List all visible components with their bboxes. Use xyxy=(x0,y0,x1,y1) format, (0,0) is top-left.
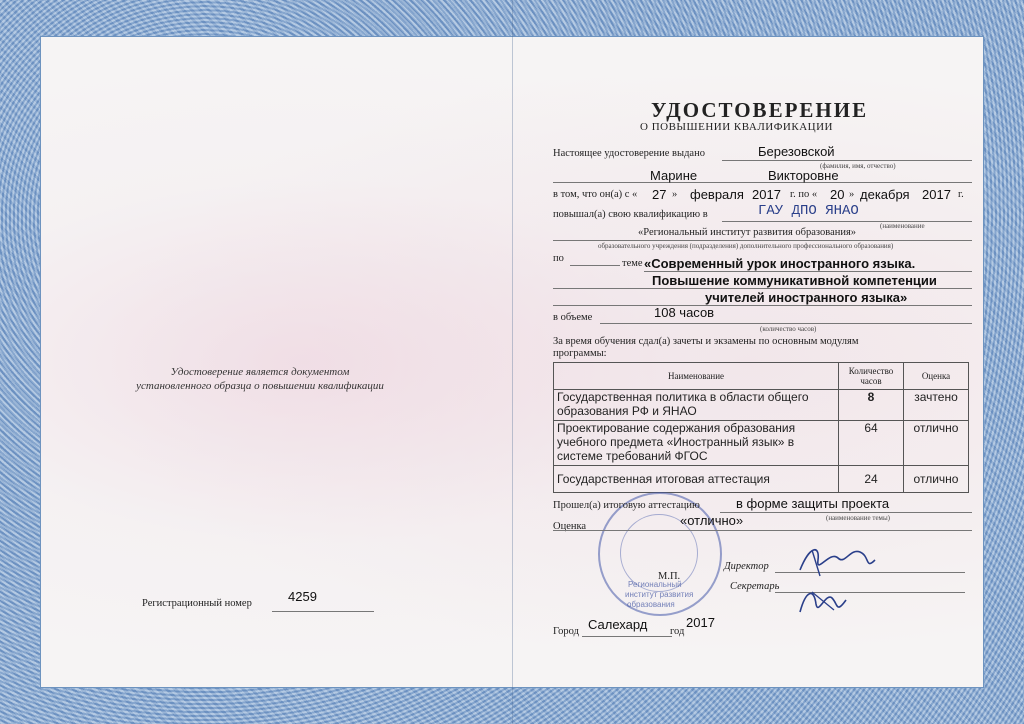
program-line3-rule xyxy=(553,305,972,306)
module-grade: зачтено xyxy=(904,390,969,421)
period-end-mid: » xyxy=(849,189,855,200)
attestation-label: Прошел(а) итоговую аттестацию xyxy=(553,500,700,511)
issued-to-line xyxy=(722,160,972,161)
table-row xyxy=(554,390,969,421)
period-prefix: в том, что он(а) с « xyxy=(553,189,638,200)
module-name: Проектирование содержания образования учебного предмета «Иностранный язык» в системе требований ФГОС xyxy=(554,421,839,466)
period-end-year: 2017 xyxy=(922,187,951,202)
institution-full-line xyxy=(553,240,972,241)
recipient-surname: Березовской xyxy=(758,144,835,159)
seal-text-line3: образования xyxy=(627,600,675,609)
program-title-line2: Повышение коммуникативной компетенции xyxy=(652,273,937,288)
period-start-month: февраля xyxy=(690,187,744,202)
institution-line xyxy=(722,221,972,222)
exams-text-line2: программы: xyxy=(553,348,607,359)
header-hours: Количество часов xyxy=(839,363,904,390)
secretary-label: Секретарь xyxy=(730,581,780,592)
period-suffix: г. xyxy=(958,189,964,200)
period-start-day: 27 xyxy=(652,187,667,202)
recipient-name-line xyxy=(553,182,972,183)
module-grade: отлично xyxy=(904,466,969,493)
attestation-line xyxy=(720,512,972,513)
attestation-grade-line xyxy=(553,530,972,531)
period-start-mid: » xyxy=(672,189,678,200)
institution-stamp-name: ГАУ ДПО ЯНАО xyxy=(758,203,859,219)
center-fold xyxy=(512,0,513,724)
institution-name-hint: (наименование xyxy=(880,222,925,230)
program-topic-label: теме xyxy=(622,258,643,269)
seal-text-line2: институт развития xyxy=(625,590,694,599)
city-line xyxy=(582,636,672,637)
modules-table xyxy=(553,362,969,493)
secretary-signature xyxy=(792,580,852,620)
module-grade: отлично xyxy=(904,421,969,466)
header-name: Наименование xyxy=(554,363,839,390)
issued-to-label: Настоящее удостоверение выдано xyxy=(553,148,705,159)
document-title: УДОСТОВЕРЕНИЕ xyxy=(651,98,869,122)
volume-value: 108 часов xyxy=(654,305,715,320)
table-row xyxy=(554,421,969,466)
reg-number-value: 4259 xyxy=(288,589,317,604)
module-hours: 24 xyxy=(839,466,904,493)
exams-text-line1: За время обучения сдал(а) зачеты и экзамены по основным модулям xyxy=(553,336,859,347)
institution-full-name: «Региональный институт развития образования» xyxy=(638,227,857,238)
director-label: Директор xyxy=(724,561,769,572)
volume-label: в объеме xyxy=(553,312,593,323)
table-row xyxy=(554,466,969,493)
attestation-grade-value: «отлично» xyxy=(680,513,744,528)
program-by-line xyxy=(570,265,620,266)
program-line2-rule xyxy=(553,288,972,289)
year-value: 2017 xyxy=(686,615,715,630)
attestation-grade-label: Оценка xyxy=(553,521,587,532)
program-line1-rule xyxy=(644,271,972,272)
recipient-patronymic: Викторовне xyxy=(768,168,839,183)
validity-note-line1: Удостоверение является документом xyxy=(170,366,350,378)
recipient-first-name: Марине xyxy=(650,168,698,183)
institution-label: повышал(а) свою квалификацию в xyxy=(553,209,708,220)
recipient-name-hint: (фамилия, имя, отчество) xyxy=(820,162,896,170)
modules-table-header xyxy=(554,363,969,390)
document-subtitle: О ПОВЫШЕНИИ КВАЛИФИКАЦИИ xyxy=(640,121,833,133)
period-end-day: 20 xyxy=(830,187,845,202)
program-title-line3: учителей иностранного языка» xyxy=(705,290,908,305)
header-grade: Оценка xyxy=(904,363,969,390)
seal-place-label: М.П. xyxy=(658,571,681,582)
attestation-hint: (наименование темы) xyxy=(826,514,891,522)
module-hours: 8 xyxy=(839,390,904,421)
period-mid: г. по « xyxy=(790,189,818,200)
reg-number-label: Регистрационный номер xyxy=(142,598,252,609)
module-hours: 64 xyxy=(839,421,904,466)
module-name: Государственная политика в области общего образования РФ и ЯНАО xyxy=(554,390,839,421)
institution-type-hint: образовательного учреждения (подразделения) дополнительного профессионального образования) xyxy=(598,242,894,250)
validity-note-line2: установленного образца о повышении квалификации xyxy=(136,380,384,392)
city-label: Город xyxy=(553,626,579,637)
attestation-value: в форме защиты проекта xyxy=(736,496,890,511)
seal-text-line1: Региональный xyxy=(628,580,682,589)
period-start-year: 2017 xyxy=(752,187,781,202)
program-by-label: по xyxy=(553,253,564,264)
period-end-month: декабря xyxy=(860,187,910,202)
reg-number-line xyxy=(272,611,374,612)
volume-hint: (количество часов) xyxy=(760,325,817,333)
module-name: Государственная итоговая аттестация xyxy=(554,466,839,493)
director-signature xyxy=(790,540,880,582)
city-value: Салехард xyxy=(588,617,648,632)
year-label: год xyxy=(670,626,685,637)
program-title-line1: «Современный урок иностранного языка. xyxy=(644,256,916,271)
volume-line xyxy=(600,323,972,324)
